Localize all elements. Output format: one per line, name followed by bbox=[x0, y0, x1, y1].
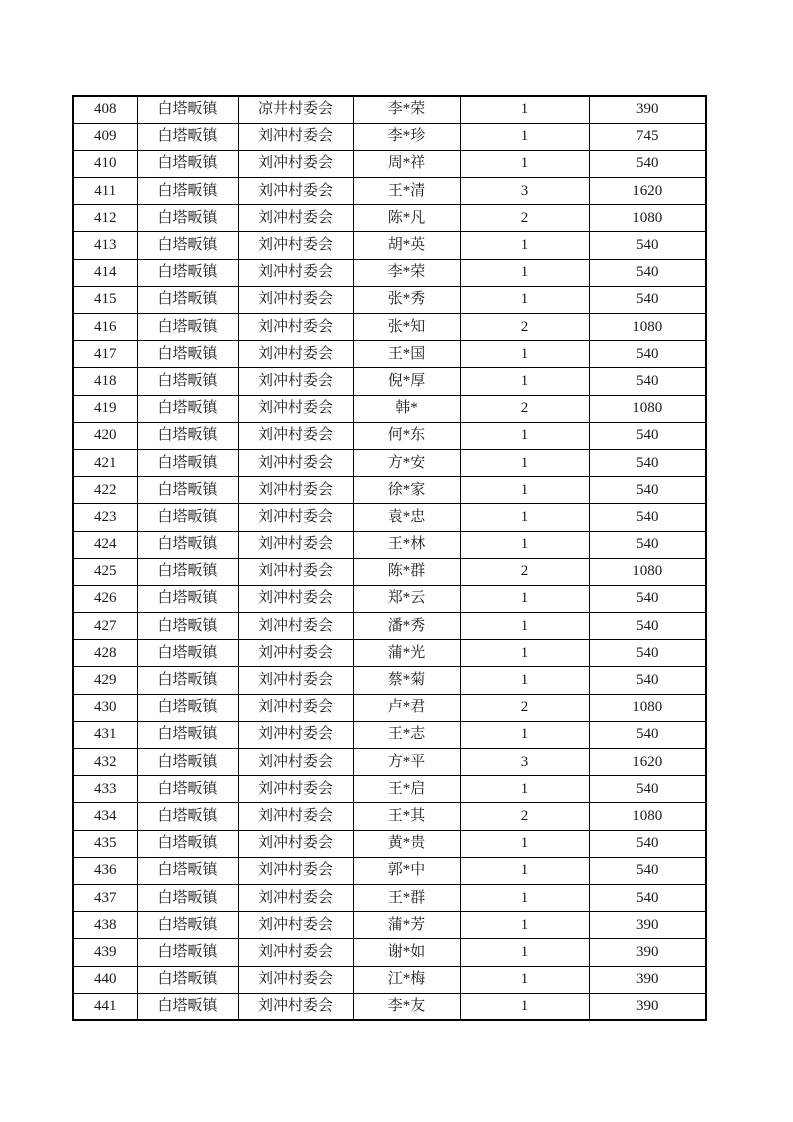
cell-person-name: 谢*如 bbox=[353, 939, 460, 966]
cell-count: 1 bbox=[460, 912, 589, 939]
cell-town: 白塔畈镇 bbox=[137, 830, 238, 857]
cell-person-name: 王*启 bbox=[353, 776, 460, 803]
table-row bbox=[73, 640, 706, 667]
cell-count: 1 bbox=[460, 640, 589, 667]
cell-amount: 540 bbox=[589, 830, 706, 857]
cell-village-committee: 刘冲村委会 bbox=[238, 259, 353, 286]
cell-amount: 745 bbox=[589, 123, 706, 150]
cell-village-committee: 刘冲村委会 bbox=[238, 477, 353, 504]
cell-count: 1 bbox=[460, 613, 589, 640]
cell-town: 白塔畈镇 bbox=[137, 123, 238, 150]
cell-row-number: 425 bbox=[73, 558, 137, 585]
cell-count: 1 bbox=[460, 368, 589, 395]
cell-person-name: 李*荣 bbox=[353, 259, 460, 286]
cell-count: 1 bbox=[460, 232, 589, 259]
cell-count: 1 bbox=[460, 857, 589, 884]
cell-village-committee: 刘冲村委会 bbox=[238, 178, 353, 205]
cell-count: 1 bbox=[460, 884, 589, 911]
cell-person-name: 李*荣 bbox=[353, 96, 460, 123]
cell-village-committee: 刘冲村委会 bbox=[238, 749, 353, 776]
cell-person-name: 张*秀 bbox=[353, 286, 460, 313]
cell-person-name: 王*其 bbox=[353, 803, 460, 830]
cell-town: 白塔畈镇 bbox=[137, 558, 238, 585]
table-row bbox=[73, 395, 706, 422]
cell-town: 白塔畈镇 bbox=[137, 857, 238, 884]
cell-town: 白塔畈镇 bbox=[137, 776, 238, 803]
cell-row-number: 430 bbox=[73, 694, 137, 721]
cell-count: 3 bbox=[460, 178, 589, 205]
cell-row-number: 440 bbox=[73, 966, 137, 993]
cell-town: 白塔畈镇 bbox=[137, 993, 238, 1020]
cell-person-name: 王*清 bbox=[353, 178, 460, 205]
cell-town: 白塔畈镇 bbox=[137, 531, 238, 558]
cell-amount: 1080 bbox=[589, 205, 706, 232]
cell-amount: 1080 bbox=[589, 694, 706, 721]
cell-row-number: 421 bbox=[73, 449, 137, 476]
cell-village-committee: 刘冲村委会 bbox=[238, 667, 353, 694]
cell-town: 白塔畈镇 bbox=[137, 694, 238, 721]
cell-count: 1 bbox=[460, 776, 589, 803]
table-row bbox=[73, 558, 706, 585]
cell-amount: 1080 bbox=[589, 558, 706, 585]
cell-village-committee: 刘冲村委会 bbox=[238, 640, 353, 667]
cell-village-committee: 刘冲村委会 bbox=[238, 449, 353, 476]
table-row bbox=[73, 96, 706, 123]
cell-person-name: 韩* bbox=[353, 395, 460, 422]
cell-village-committee: 刘冲村委会 bbox=[238, 150, 353, 177]
cell-village-committee: 刘冲村委会 bbox=[238, 531, 353, 558]
cell-row-number: 439 bbox=[73, 939, 137, 966]
cell-amount: 540 bbox=[589, 721, 706, 748]
cell-town: 白塔畈镇 bbox=[137, 912, 238, 939]
cell-count: 1 bbox=[460, 259, 589, 286]
cell-village-committee: 凉井村委会 bbox=[238, 96, 353, 123]
table-row bbox=[73, 857, 706, 884]
cell-person-name: 李*珍 bbox=[353, 123, 460, 150]
cell-village-committee: 刘冲村委会 bbox=[238, 857, 353, 884]
cell-count: 1 bbox=[460, 667, 589, 694]
cell-amount: 540 bbox=[589, 613, 706, 640]
cell-village-committee: 刘冲村委会 bbox=[238, 694, 353, 721]
cell-town: 白塔畈镇 bbox=[137, 395, 238, 422]
cell-amount: 540 bbox=[589, 286, 706, 313]
cell-count: 2 bbox=[460, 314, 589, 341]
cell-town: 白塔畈镇 bbox=[137, 884, 238, 911]
cell-town: 白塔畈镇 bbox=[137, 96, 238, 123]
cell-town: 白塔畈镇 bbox=[137, 585, 238, 612]
cell-person-name: 郑*云 bbox=[353, 585, 460, 612]
cell-village-committee: 刘冲村委会 bbox=[238, 776, 353, 803]
cell-town: 白塔畈镇 bbox=[137, 803, 238, 830]
cell-count: 2 bbox=[460, 558, 589, 585]
table-row bbox=[73, 368, 706, 395]
cell-count: 1 bbox=[460, 531, 589, 558]
cell-amount: 390 bbox=[589, 912, 706, 939]
table-row bbox=[73, 966, 706, 993]
cell-row-number: 427 bbox=[73, 613, 137, 640]
table-row bbox=[73, 123, 706, 150]
cell-person-name: 蒲*光 bbox=[353, 640, 460, 667]
cell-village-committee: 刘冲村委会 bbox=[238, 232, 353, 259]
cell-person-name: 王*志 bbox=[353, 721, 460, 748]
table-row bbox=[73, 749, 706, 776]
cell-row-number: 441 bbox=[73, 993, 137, 1020]
cell-town: 白塔畈镇 bbox=[137, 939, 238, 966]
cell-row-number: 434 bbox=[73, 803, 137, 830]
cell-count: 1 bbox=[460, 721, 589, 748]
cell-row-number: 411 bbox=[73, 178, 137, 205]
cell-town: 白塔畈镇 bbox=[137, 314, 238, 341]
cell-amount: 540 bbox=[589, 150, 706, 177]
cell-village-committee: 刘冲村委会 bbox=[238, 368, 353, 395]
table-row bbox=[73, 667, 706, 694]
table-row bbox=[73, 993, 706, 1020]
table-row bbox=[73, 694, 706, 721]
cell-count: 1 bbox=[460, 830, 589, 857]
table-row bbox=[73, 939, 706, 966]
cell-person-name: 李*友 bbox=[353, 993, 460, 1020]
cell-village-committee: 刘冲村委会 bbox=[238, 395, 353, 422]
table-row bbox=[73, 449, 706, 476]
cell-count: 1 bbox=[460, 939, 589, 966]
cell-person-name: 蒲*芳 bbox=[353, 912, 460, 939]
cell-row-number: 410 bbox=[73, 150, 137, 177]
cell-town: 白塔畈镇 bbox=[137, 640, 238, 667]
cell-town: 白塔畈镇 bbox=[137, 504, 238, 531]
cell-amount: 540 bbox=[589, 640, 706, 667]
cell-row-number: 416 bbox=[73, 314, 137, 341]
cell-person-name: 蔡*菊 bbox=[353, 667, 460, 694]
table-row bbox=[73, 531, 706, 558]
table-row bbox=[73, 232, 706, 259]
cell-amount: 1080 bbox=[589, 803, 706, 830]
cell-person-name: 王*林 bbox=[353, 531, 460, 558]
cell-village-committee: 刘冲村委会 bbox=[238, 939, 353, 966]
cell-count: 1 bbox=[460, 477, 589, 504]
cell-person-name: 徐*家 bbox=[353, 477, 460, 504]
table-row bbox=[73, 884, 706, 911]
cell-village-committee: 刘冲村委会 bbox=[238, 966, 353, 993]
cell-row-number: 414 bbox=[73, 259, 137, 286]
cell-village-committee: 刘冲村委会 bbox=[238, 912, 353, 939]
cell-person-name: 方*平 bbox=[353, 749, 460, 776]
cell-village-committee: 刘冲村委会 bbox=[238, 884, 353, 911]
cell-count: 1 bbox=[460, 96, 589, 123]
cell-amount: 540 bbox=[589, 884, 706, 911]
cell-amount: 540 bbox=[589, 477, 706, 504]
cell-person-name: 潘*秀 bbox=[353, 613, 460, 640]
cell-person-name: 王*群 bbox=[353, 884, 460, 911]
table-row bbox=[73, 150, 706, 177]
cell-town: 白塔畈镇 bbox=[137, 422, 238, 449]
cell-count: 2 bbox=[460, 205, 589, 232]
subsidy-table bbox=[72, 95, 707, 1021]
cell-village-committee: 刘冲村委会 bbox=[238, 803, 353, 830]
table-row bbox=[73, 178, 706, 205]
cell-amount: 540 bbox=[589, 449, 706, 476]
cell-row-number: 438 bbox=[73, 912, 137, 939]
cell-count: 3 bbox=[460, 749, 589, 776]
cell-town: 白塔畈镇 bbox=[137, 966, 238, 993]
table-row bbox=[73, 314, 706, 341]
cell-row-number: 426 bbox=[73, 585, 137, 612]
cell-row-number: 433 bbox=[73, 776, 137, 803]
table-row bbox=[73, 504, 706, 531]
cell-village-committee: 刘冲村委会 bbox=[238, 314, 353, 341]
cell-person-name: 陈*凡 bbox=[353, 205, 460, 232]
cell-village-committee: 刘冲村委会 bbox=[238, 286, 353, 313]
cell-count: 1 bbox=[460, 286, 589, 313]
cell-count: 1 bbox=[460, 993, 589, 1020]
table-row bbox=[73, 422, 706, 449]
cell-village-committee: 刘冲村委会 bbox=[238, 613, 353, 640]
cell-village-committee: 刘冲村委会 bbox=[238, 585, 353, 612]
cell-count: 1 bbox=[460, 422, 589, 449]
cell-town: 白塔畈镇 bbox=[137, 477, 238, 504]
cell-row-number: 422 bbox=[73, 477, 137, 504]
cell-person-name: 王*国 bbox=[353, 341, 460, 368]
cell-row-number: 428 bbox=[73, 640, 137, 667]
cell-amount: 540 bbox=[589, 259, 706, 286]
cell-town: 白塔畈镇 bbox=[137, 259, 238, 286]
cell-village-committee: 刘冲村委会 bbox=[238, 721, 353, 748]
table-row bbox=[73, 721, 706, 748]
cell-town: 白塔畈镇 bbox=[137, 286, 238, 313]
cell-person-name: 郭*中 bbox=[353, 857, 460, 884]
table-row bbox=[73, 585, 706, 612]
cell-person-name: 张*知 bbox=[353, 314, 460, 341]
cell-town: 白塔畈镇 bbox=[137, 613, 238, 640]
cell-village-committee: 刘冲村委会 bbox=[238, 123, 353, 150]
cell-count: 1 bbox=[460, 585, 589, 612]
cell-amount: 390 bbox=[589, 96, 706, 123]
cell-village-committee: 刘冲村委会 bbox=[238, 830, 353, 857]
cell-town: 白塔畈镇 bbox=[137, 232, 238, 259]
cell-amount: 390 bbox=[589, 939, 706, 966]
cell-amount: 1620 bbox=[589, 178, 706, 205]
cell-village-committee: 刘冲村委会 bbox=[238, 205, 353, 232]
cell-amount: 1080 bbox=[589, 314, 706, 341]
cell-person-name: 周*祥 bbox=[353, 150, 460, 177]
cell-village-committee: 刘冲村委会 bbox=[238, 504, 353, 531]
cell-row-number: 423 bbox=[73, 504, 137, 531]
cell-amount: 540 bbox=[589, 341, 706, 368]
cell-count: 1 bbox=[460, 123, 589, 150]
cell-amount: 540 bbox=[589, 585, 706, 612]
cell-row-number: 436 bbox=[73, 857, 137, 884]
cell-count: 2 bbox=[460, 803, 589, 830]
cell-row-number: 413 bbox=[73, 232, 137, 259]
table-row bbox=[73, 341, 706, 368]
cell-amount: 540 bbox=[589, 776, 706, 803]
cell-count: 1 bbox=[460, 449, 589, 476]
cell-person-name: 陈*群 bbox=[353, 558, 460, 585]
cell-amount: 390 bbox=[589, 993, 706, 1020]
table-row bbox=[73, 613, 706, 640]
cell-count: 2 bbox=[460, 694, 589, 721]
cell-village-committee: 刘冲村委会 bbox=[238, 422, 353, 449]
subsidy-table-body bbox=[73, 96, 706, 1020]
cell-person-name: 卢*君 bbox=[353, 694, 460, 721]
table-row bbox=[73, 803, 706, 830]
cell-town: 白塔畈镇 bbox=[137, 449, 238, 476]
cell-person-name: 胡*英 bbox=[353, 232, 460, 259]
cell-person-name: 倪*厚 bbox=[353, 368, 460, 395]
cell-row-number: 418 bbox=[73, 368, 137, 395]
cell-amount: 540 bbox=[589, 857, 706, 884]
cell-row-number: 417 bbox=[73, 341, 137, 368]
cell-amount: 1620 bbox=[589, 749, 706, 776]
cell-amount: 390 bbox=[589, 966, 706, 993]
cell-row-number: 408 bbox=[73, 96, 137, 123]
cell-count: 2 bbox=[460, 395, 589, 422]
cell-amount: 540 bbox=[589, 422, 706, 449]
cell-village-committee: 刘冲村委会 bbox=[238, 993, 353, 1020]
cell-row-number: 429 bbox=[73, 667, 137, 694]
cell-person-name: 袁*忠 bbox=[353, 504, 460, 531]
cell-town: 白塔畈镇 bbox=[137, 667, 238, 694]
cell-town: 白塔畈镇 bbox=[137, 205, 238, 232]
cell-amount: 540 bbox=[589, 531, 706, 558]
table-row bbox=[73, 912, 706, 939]
table-row bbox=[73, 830, 706, 857]
cell-row-number: 424 bbox=[73, 531, 137, 558]
cell-row-number: 420 bbox=[73, 422, 137, 449]
cell-town: 白塔畈镇 bbox=[137, 341, 238, 368]
cell-person-name: 江*梅 bbox=[353, 966, 460, 993]
cell-amount: 540 bbox=[589, 667, 706, 694]
cell-person-name: 方*安 bbox=[353, 449, 460, 476]
cell-town: 白塔畈镇 bbox=[137, 368, 238, 395]
table-row bbox=[73, 477, 706, 504]
cell-row-number: 435 bbox=[73, 830, 137, 857]
cell-village-committee: 刘冲村委会 bbox=[238, 341, 353, 368]
table-row bbox=[73, 259, 706, 286]
cell-town: 白塔畈镇 bbox=[137, 178, 238, 205]
cell-town: 白塔畈镇 bbox=[137, 721, 238, 748]
cell-amount: 540 bbox=[589, 368, 706, 395]
cell-count: 1 bbox=[460, 150, 589, 177]
cell-count: 1 bbox=[460, 341, 589, 368]
cell-row-number: 415 bbox=[73, 286, 137, 313]
cell-amount: 540 bbox=[589, 504, 706, 531]
cell-person-name: 何*东 bbox=[353, 422, 460, 449]
cell-person-name: 黄*贵 bbox=[353, 830, 460, 857]
cell-count: 1 bbox=[460, 966, 589, 993]
cell-row-number: 432 bbox=[73, 749, 137, 776]
table-row bbox=[73, 776, 706, 803]
cell-row-number: 419 bbox=[73, 395, 137, 422]
cell-town: 白塔畈镇 bbox=[137, 150, 238, 177]
cell-count: 1 bbox=[460, 504, 589, 531]
cell-row-number: 412 bbox=[73, 205, 137, 232]
cell-row-number: 431 bbox=[73, 721, 137, 748]
cell-row-number: 437 bbox=[73, 884, 137, 911]
table-row bbox=[73, 205, 706, 232]
table-row bbox=[73, 286, 706, 313]
cell-village-committee: 刘冲村委会 bbox=[238, 558, 353, 585]
cell-town: 白塔畈镇 bbox=[137, 749, 238, 776]
cell-amount: 540 bbox=[589, 232, 706, 259]
cell-amount: 1080 bbox=[589, 395, 706, 422]
cell-row-number: 409 bbox=[73, 123, 137, 150]
